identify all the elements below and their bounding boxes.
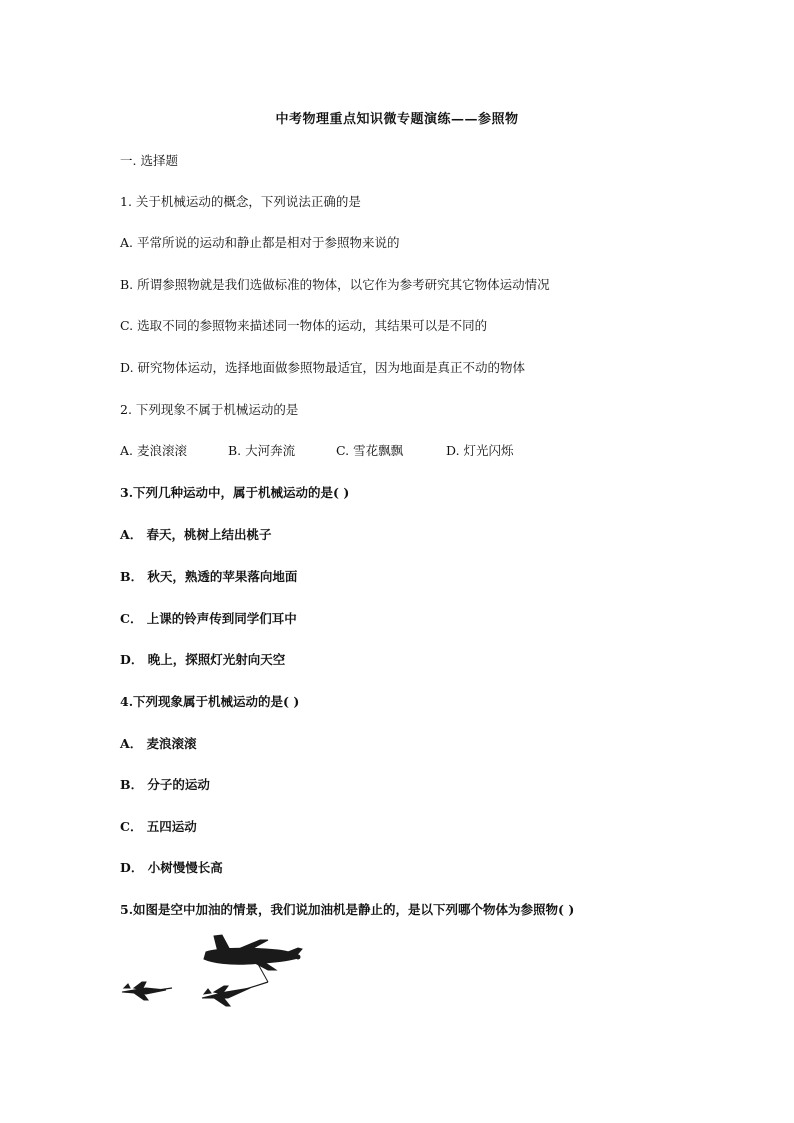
left-fighter-jet-icon xyxy=(122,982,172,1000)
question-3-option-d: D． 晚上，探照灯光射向天空 xyxy=(120,652,286,667)
question-3-option-b: B． 秋天，熟透的苹果落向地面 xyxy=(120,569,298,584)
question-4-stem: 4.下列现象属于机械运动的是( ) xyxy=(120,694,300,709)
right-fighter-jet-icon xyxy=(202,982,268,1006)
question-2-option-c: C. 雪花飘飘 xyxy=(336,443,404,458)
question-4-option-d: D． 小树慢慢长高 xyxy=(120,860,223,875)
section-heading: 一. 选择题 xyxy=(120,153,178,168)
aerial-refueling-illustration xyxy=(118,930,308,1010)
question-2-option-a: A. 麦浪滚滚 xyxy=(120,443,187,458)
question-1-option-d: D. 研究物体运动，选择地面做参照物最适宜，因为地面是真正不动的物体 xyxy=(120,360,526,375)
question-4-option-c: C． 五四运动 xyxy=(120,819,197,834)
question-1-stem: 1. 关于机械运动的概念，下列说法正确的是 xyxy=(120,194,361,209)
question-2-option-d: D. 灯光闪烁 xyxy=(446,443,514,458)
page-title: 中考物理重点知识微专题演练——参照物 xyxy=(275,112,519,127)
question-3-option-c: C． 上课的铃声传到同学们耳中 xyxy=(120,611,297,626)
question-3-stem: 3.下列几种运动中，属于机械运动的是( ) xyxy=(120,485,350,500)
tanker-plane-icon xyxy=(204,935,302,982)
question-2-options xyxy=(120,443,514,459)
question-2-option-b: B. 大河奔流 xyxy=(228,443,296,458)
question-2-stem: 2. 下列现象不属于机械运动的是 xyxy=(120,402,299,417)
question-3-option-a: A． 春天，桃树上结出桃子 xyxy=(120,527,272,542)
question-4-option-b: B． 分子的运动 xyxy=(120,777,210,792)
question-5-stem: 5.如图是空中加油的情景，我们说加油机是静止的，是以下列哪个物体为参照物( ) xyxy=(120,902,575,917)
question-1-option-b: B. 所谓参照物就是我们选做标准的物体，以它作为参考研究其它物体运动情况 xyxy=(120,277,550,292)
question-1-option-c: C. 选取不同的参照物来描述同一物体的运动，其结果可以是不同的 xyxy=(120,318,488,333)
question-1-option-a: A. 平常所说的运动和静止都是相对于参照物来说的 xyxy=(120,235,400,250)
question-4-option-a: A． 麦浪滚滚 xyxy=(120,736,197,751)
